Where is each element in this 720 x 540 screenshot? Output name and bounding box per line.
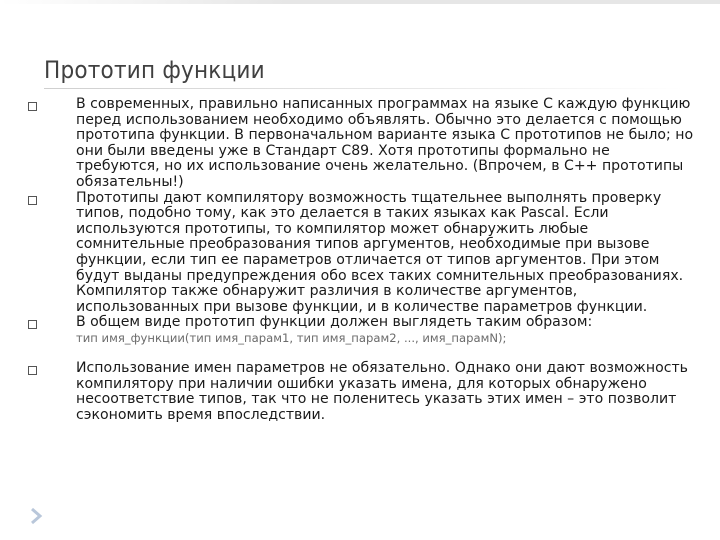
checkbox-square-icon	[28, 196, 37, 205]
bullet-text: Прототипы дают компилятору возможность тщательнее выполнять проверку типов, подобно тому, как это делается в таких языках как Pascal. Если используются прототипы, то компилятор может обнаружить любые сомнительные преобразования типов аргументов, необходимые при вызове функции, если тип ее параметров отличается от типов аргументов. При этом будут выданы предупреждения обо всех таких сомнительных преобразованиях. Компилятор также обнаружит различия в количестве аргументов, использованных при вызове функции, и в количестве параметров функции.	[76, 189, 684, 315]
bullet-item	[28, 191, 696, 316]
bullet-text: В современных, правильно написанных программах на языке С каждую функцию перед использованием необходимо объявлять. Обычно это делается с помощью прототипа функции. В первоначальном варианте языка С прототипов не было; но они были введены уже в Стандарт С89. Хотя прототипы формально не требуются, но их использование очень желательно. (Впрочем, в С++ прототипы обязательны!)	[76, 96, 694, 190]
top-rule	[0, 0, 720, 4]
slide-title: Прототип функции	[44, 56, 265, 84]
prototype-code-example: тип имя_функции(тип имя_парам1, тип имя_парам2, ..., имя_парамN);	[76, 330, 507, 345]
bullet-text: Использование имен параметров не обязательно. Однако они дают возможность компилятору при наличии ошибки указать имена, для которых обнаружено несоответствие типов, так что не поленитесь указать этих имен – это позволит сэкономить время впоследствии.	[76, 359, 688, 423]
checkbox-square-icon	[28, 320, 37, 329]
bullet-item	[28, 315, 696, 331]
bullet-item	[28, 361, 696, 423]
title-underline	[44, 88, 684, 89]
bullet-list	[28, 97, 696, 423]
chevron-right-icon[interactable]	[26, 506, 46, 526]
bullet-item	[28, 97, 696, 191]
checkbox-square-icon	[28, 102, 37, 111]
checkbox-square-icon	[28, 366, 37, 375]
bullet-text: В общем виде прототип функции должен выглядеть таким образом:	[76, 314, 593, 331]
